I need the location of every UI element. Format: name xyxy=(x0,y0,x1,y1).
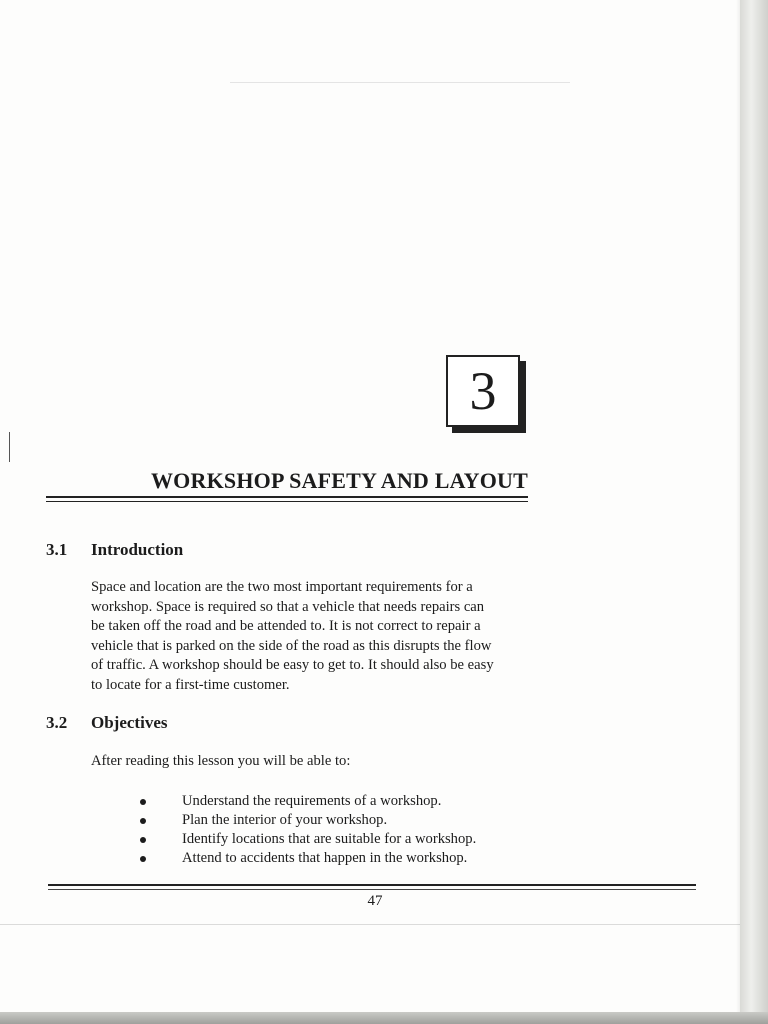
scan-faint-line xyxy=(230,82,570,83)
objectives-intro: After reading this lesson you will be able to: xyxy=(91,753,351,769)
bullet-icon xyxy=(140,856,146,862)
section-title: Objectives xyxy=(91,713,168,732)
footer-rule-secondary xyxy=(48,889,696,890)
scan-faint-line xyxy=(0,924,740,925)
scanner-edge xyxy=(740,0,768,1024)
introduction-paragraph xyxy=(91,578,523,695)
section-heading-objectives xyxy=(46,713,167,733)
section-title: Introduction xyxy=(91,540,184,559)
bullet-icon xyxy=(140,837,146,843)
paragraph-line: workshop. Space is required so that a vehicle that needs repairs can xyxy=(91,598,485,615)
bullet-icon xyxy=(140,799,146,805)
section-number: 3.1 xyxy=(46,540,68,559)
list-item-text: Identify locations that are suitable for a workshop. xyxy=(182,831,477,847)
scan-margin-mark xyxy=(9,432,10,462)
title-rule-secondary xyxy=(46,501,528,502)
paragraph-line: to locate for a first-time customer. xyxy=(91,676,290,693)
list-item xyxy=(140,811,476,830)
list-item xyxy=(140,830,476,849)
chapter-title: WORKSHOP SAFETY AND LAYOUT xyxy=(150,468,528,493)
paragraph-line: be taken off the road and be attended to. It is not correct to repair a xyxy=(91,618,481,634)
list-item xyxy=(140,792,476,811)
bullet-icon xyxy=(140,818,146,824)
section-heading-introduction xyxy=(46,540,183,560)
title-rule xyxy=(46,496,528,498)
page-number: 47 xyxy=(367,893,383,909)
paragraph-line: Space and location are the two most important requirements for a xyxy=(91,579,473,595)
paragraph-line: vehicle that is parked on the side of the road as this disrupts the flow xyxy=(91,637,492,654)
section-number: 3.2 xyxy=(46,713,68,732)
chapter-number: 3 xyxy=(469,361,497,421)
objectives-list xyxy=(140,792,476,868)
list-item xyxy=(140,849,476,868)
list-item-text: Plan the interior of your workshop. xyxy=(182,812,388,828)
scanner-bottom-edge xyxy=(0,1012,768,1024)
list-item-text: Understand the requirements of a workshop. xyxy=(182,793,442,809)
footer-rule xyxy=(48,884,696,886)
list-item-text: Attend to accidents that happen in the workshop. xyxy=(182,850,468,866)
chapter-number-box xyxy=(446,355,520,427)
paragraph-line: of traffic. A workshop should be easy to get to. It should also be easy xyxy=(91,657,494,673)
